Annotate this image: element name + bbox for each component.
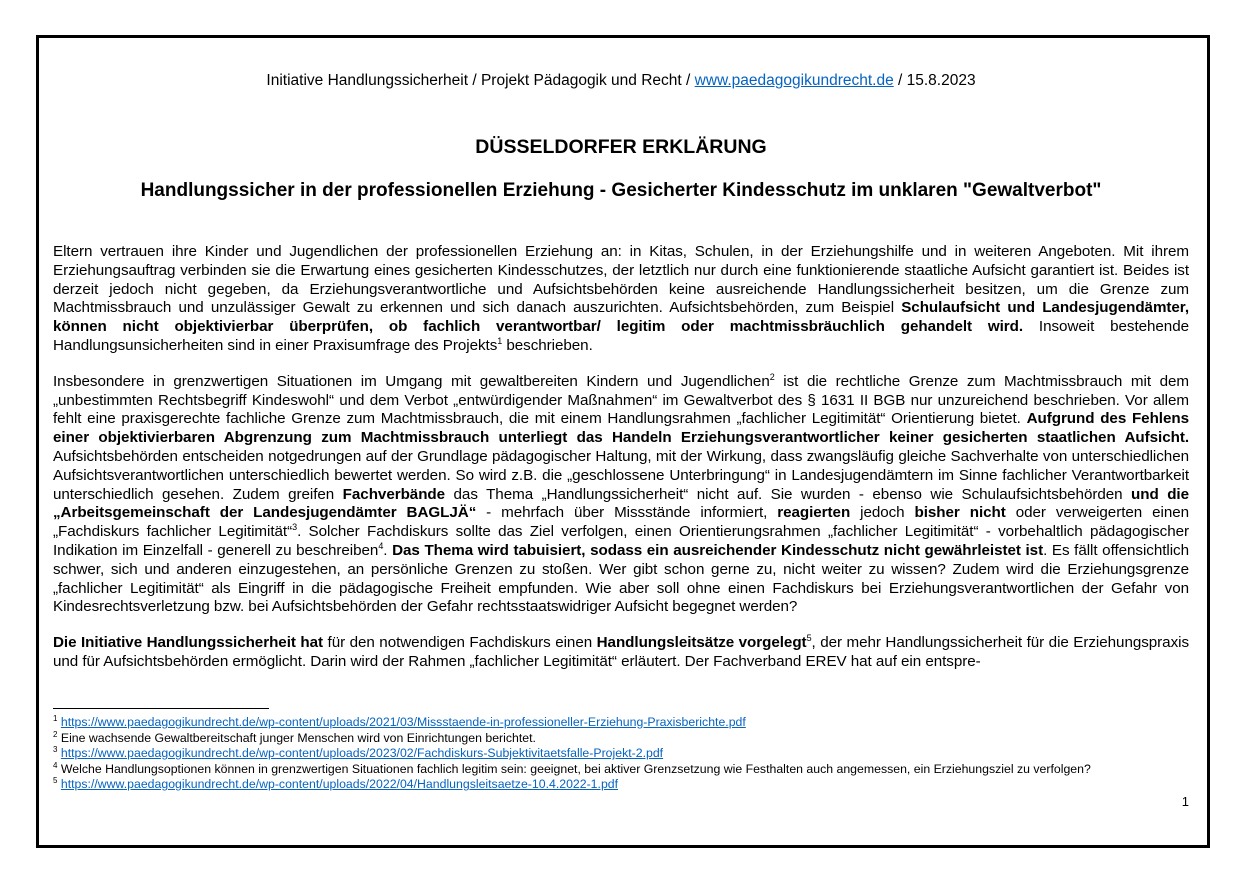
- text-run: jedoch: [850, 504, 915, 522]
- bold-run: Das Thema wird tabuisiert, sodass ein ausreichender Kindesschutz nicht gewährleistet ist: [392, 541, 1044, 559]
- footnote-4: [53, 762, 1189, 778]
- text-run: beschrieben.: [502, 336, 593, 354]
- text-run: Eltern vertrauen ihre Kinder und Jugendlichen der professionellen Erziehung an: in Kitas, Schulen, in der Erziehungshilfe und in weiteren Angeboten. Mit ihrem Erziehungsauftrag verbinden sie die Erwartung eines gesicherten Kindesschutzes, der letztlich nur durch eine funktionierende staatliche Aufsicht garantiert ist. Beides ist derzeit jedoch nicht gegeben, da Erziehungsverantwortliche und Aufsichtsbehörden keine ausreichende Handlungssicherheit besitzen, um die Grenze zum Machtmissbrauch und unzulässiger Gewalt zu erkennen und sich danach auszurichten. Aufsichtsbehörden, zum Beispiel: [53, 243, 1189, 317]
- bold-run: Handlungsleitsätze vorgelegt: [596, 634, 807, 652]
- document-subtitle: Handlungssicher in der professionellen Erziehung - Gesicherter Kindesschutz im unklaren "Gewaltverbot": [140, 180, 1102, 201]
- bold-run: bisher nicht: [914, 504, 1006, 522]
- footnote-3: [53, 746, 1189, 762]
- paragraph-2: [53, 373, 1189, 617]
- footnote-ref-4[interactable]: 4: [378, 540, 384, 551]
- footnote-link[interactable]: https://www.paedagogikundrecht.de/wp-content/uploads/2023/02/Fachdiskurs-Subjektivitaetsfalle-Projekt-2.pdf: [60, 746, 664, 760]
- bold-run: und die „Arbeitsgemeinschaft der Landesjugendämter BAGLJÄ“: [53, 485, 1189, 522]
- footnote-ref-1[interactable]: 1: [497, 335, 503, 346]
- text-run: , der mehr Handlungssicherheit für die Erziehungspraxis und für Aufsichtsbehörden ermöglicht. Darin wird der Rahmen „fachlicher Legitimität“ erläutert. Der Fachverband EREV hat auf ein entspre-: [53, 634, 1189, 670]
- bold-run: reagierten: [777, 504, 851, 522]
- text-run: für den notwendigen Fachdiskurs einen: [323, 634, 597, 652]
- footnote-separator: [53, 708, 269, 709]
- text-run: Aufsichtsbehörden entscheiden notgedrungen auf der Grundlage pädagogischer Haltung, mit der Wirkung, dass zwangsläufig gleiche Sachverhalte von unterschiedlichen Aufsichtsverantwortlichen unterschiedlich bewertet werden. So wird z.B. die „geschlossene Unterbringung“ in Landesjugendämtern im Sinne fachlicher Verantwortbarkeit unterschiedlich gesehen. Zudem greifen: [53, 447, 1189, 503]
- footnote-text: Eine wachsende Gewaltbereitschaft junger Menschen wird von Einrichtungen berichtet.: [60, 730, 536, 745]
- text-run: das Thema „Handlungssicherheit“ nicht auf. Sie wurden - ebenso wie Schulaufsichtsbehörden: [445, 485, 1132, 503]
- page-content: [53, 38, 1189, 838]
- document-title: DÜSSELDORFER ERKLÄRUNG: [475, 136, 767, 158]
- footnotes: [53, 715, 1189, 793]
- text-run: .: [383, 541, 393, 559]
- footnote-ref-5[interactable]: 5: [806, 633, 812, 644]
- footnote-number: 3: [53, 745, 58, 754]
- bold-run: Schulaufsicht und Landesjugendämter, können nicht objektivierbar überprüfen, ob fachlich verantwortbar/ legitim oder machtmissbräuchlich gehandelt wird.: [53, 299, 1189, 336]
- bold-run: Fachverbände: [342, 485, 446, 503]
- bold-run: Die Initiative Handlungssicherheit hat: [53, 634, 324, 652]
- footnote-text: Welche Handlungsoptionen können in grenzwertigen Situationen fachlich legitim sein: geeignet, bei aktiver Grenzsetzung wie Festhalten auch angemessen, ein Erziehungsziel zu verfolgen?: [60, 761, 1091, 776]
- header-website-link[interactable]: www.paedagogikundrecht.de: [694, 72, 894, 89]
- text-run: oder verweigerten einen „Fachdiskurs fachlicher Legitimität“: [53, 504, 1190, 541]
- footnote-5: [53, 777, 1189, 793]
- paragraph-3: [53, 634, 1189, 672]
- text-run: . Es fällt offensichtlich schwer, sich und anderen einzugestehen, an persönliche Grenzen zu stoßen. Wer gibt schon gerne zu, nicht weiter zu wissen? Zudem wird die Erziehungsgrenze „fachlicher Legitimität“ als Eingriff in die pädagogische Freiheit empfunden. Wie aber soll ohne einen Fachdiskurs bei Erziehungsverantwortlichen der Gefahr von Kindesrechtsverletzung bzw. bei Aufsichtsbehörden der Gefahr rechtsstaatswidriger Aufsicht begegnet werden?: [53, 541, 1189, 616]
- footnote-number: 1: [53, 714, 58, 723]
- footnote-link[interactable]: https://www.paedagogikundrecht.de/wp-content/uploads/2021/03/Missstaende-in-professioneller-Erziehung-Praxisberichte.pdf: [60, 715, 746, 729]
- header-date: / 15.8.2023: [893, 72, 976, 89]
- footnote-number: 5: [53, 776, 58, 785]
- page-header: [53, 72, 1189, 90]
- footnote-ref-3[interactable]: 3: [292, 522, 298, 533]
- text-run: . Solcher Fachdiskurs sollte das Ziel verfolgen, einen Orientierungsrahmen „fachlicher Legitimität“ - vorbehaltlich pädagogischer Indikation im Einzelfall - generell zu beschreiben: [53, 523, 1189, 559]
- footnote-2: [53, 731, 1189, 747]
- text-run: ist die rechtliche Grenze zum Machtmissbrauch mit dem „unbestimmten Rechtsbegriff Kindeswohl“ und dem Verbot „entwürdigender Maßnahmen“ im Gewaltverbot des § 1631 II BGB nur unzureichend beschrieben. Vor allem fehlt eine praxisgerechte fachliche Grenze zum Machtmissbrauch, die mit einem Handlungsrahmen „fachlicher Legitimität“ Orientierung bietet.: [53, 372, 1190, 428]
- footnote-1: [53, 715, 1189, 731]
- text-run: - mehrfach über Missstände informiert,: [476, 504, 778, 522]
- footnote-link[interactable]: https://www.paedagogikundrecht.de/wp-content/uploads/2022/04/Handlungsleitsaetze-10.4.2022-1.pdf: [60, 777, 619, 791]
- body-text: [53, 243, 1189, 689]
- page-number: 1: [1181, 794, 1189, 809]
- text-run: Insbesondere in grenzwertigen Situationen im Umgang mit gewaltbereiten Kindern und Jugendlichen: [53, 372, 770, 390]
- footnote-number: 2: [53, 729, 58, 739]
- document-page: [36, 35, 1210, 848]
- paragraph-1: [53, 243, 1189, 356]
- header-text: Initiative Handlungssicherheit / Projekt Pädagogik und Recht /: [266, 72, 695, 89]
- footnote-ref-2[interactable]: 2: [769, 371, 775, 382]
- footnote-number: 4: [53, 760, 58, 770]
- text-run: Insoweit bestehende Handlungsunsicherheiten sind in einer Praxisumfrage des Projekts: [53, 318, 1189, 354]
- bold-run: Aufgrund des Fehlens einer objektivierbaren Abgrenzung zum Machtmissbrauch unterliegt das Handeln Erziehungsverantwortlicher keiner gesicherten staatlichen Aufsicht.: [53, 410, 1189, 447]
